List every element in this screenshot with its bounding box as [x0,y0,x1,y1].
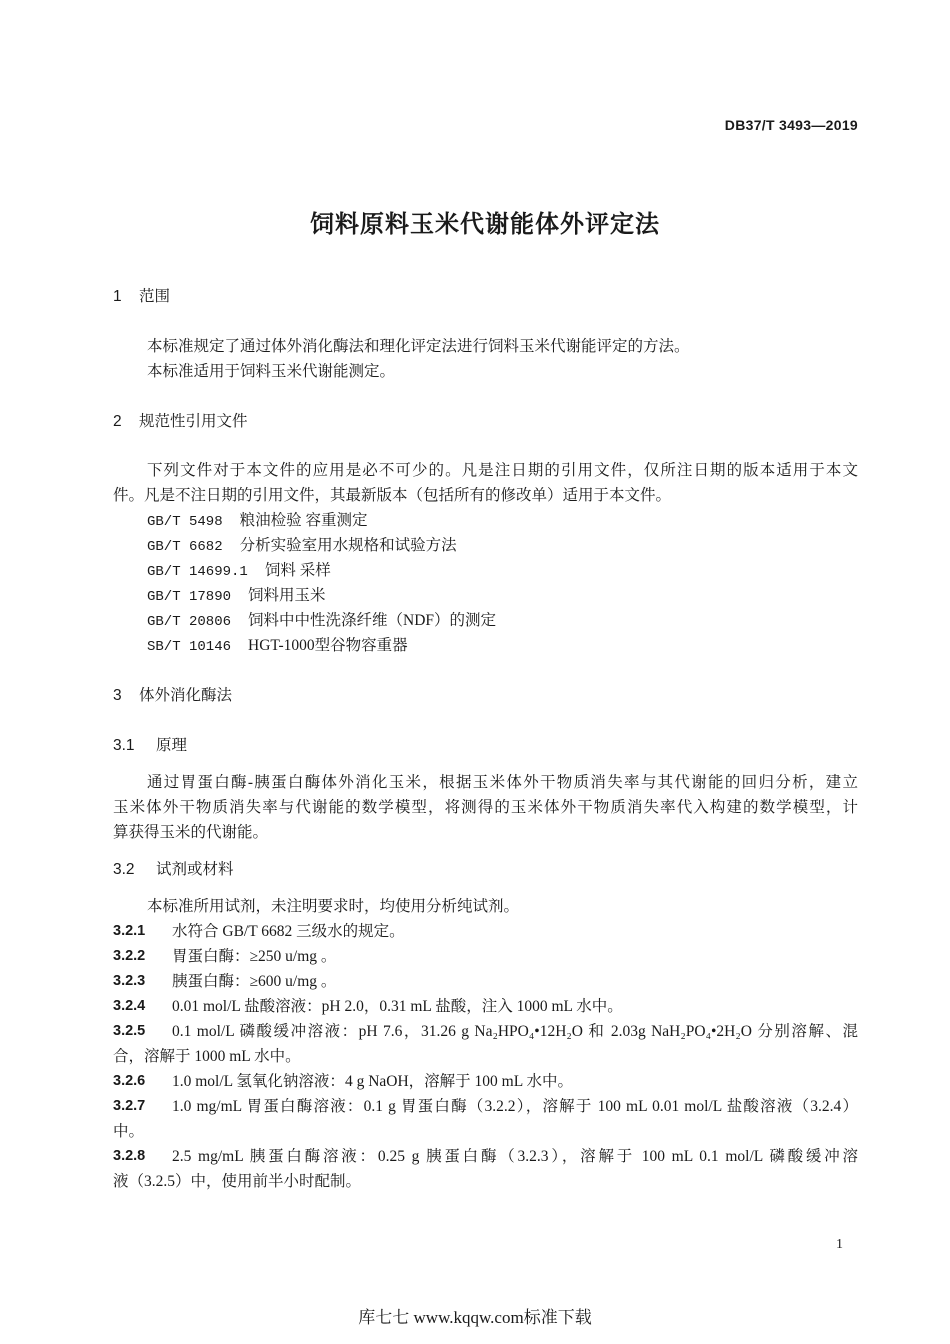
footer-watermark-text: 库七七 www.kqqw.com标准下载 [358,1308,592,1327]
section-1-heading [113,284,170,309]
section-number: 2 [113,413,122,430]
reference-item [147,533,457,558]
section-title: 体外消化酶法 [139,687,233,704]
paragraph-line: 件。凡是不注日期的引用文件，其最新版本（包括所有的修改单）适用于本文件。 [113,487,672,504]
reference-code: GB/T 20806 [147,614,232,630]
subsection-title: 试剂或材料 [156,861,234,878]
item-text-continued: 中。 [113,1123,145,1140]
reference-code: SB/T 10146 [147,639,232,655]
subsection-3-1-heading [113,733,187,758]
reference-code: GB/T 17890 [147,589,232,605]
paragraph-line: 本标准所用试剂，未注明要求时，均使用分析纯试剂。 [147,898,520,915]
page-number: 1 [836,1237,843,1252]
subsection-title: 原理 [156,737,188,754]
reference-title: 饲料 采样 [264,562,331,579]
document-code: DB37/T 3493—2019 [724,117,858,133]
section-3-heading [113,683,232,708]
reference-title: HGT-1000型谷物容重器 [248,637,408,654]
reference-title: 分析实验室用水规格和试验方法 [239,537,457,554]
paragraph-line: 本标准适用于饲料玉米代谢能测定。 [147,363,396,380]
reference-title: 粮油检验 容重测定 [239,512,368,529]
section-title: 范围 [139,288,171,305]
item-number: 3.2.2 [113,948,146,964]
reference-item [147,608,496,633]
item-number: 3.2.7 [113,1098,146,1114]
item-text: 2.5 mg/mL 胰蛋白酶溶液：0.25 g 胰蛋白酶（3.2.3），溶解于 100 mL 0.1 mol/L 磷酸缓冲溶 [172,1148,858,1165]
reference-title: 饲料用玉米 [248,587,326,604]
item-text-continued: 液（3.2.5）中，使用前半小时配制。 [113,1173,362,1190]
item-number: 3.2.3 [113,973,146,989]
item-number: 3.2.4 [113,998,146,1014]
item-text: 0.01 mol/L 盐酸溶液：pH 2.0，0.31 mL 盐酸，注入 1000 mL 水中。 [172,998,623,1015]
reference-item [147,508,368,533]
subsection-number: 3.1 [113,737,135,754]
reference-item [147,583,326,608]
document-title: 饲料原料玉米代谢能体外评定法 [310,211,660,238]
section-number: 1 [113,288,122,305]
reference-code: GB/T 5498 [147,514,223,530]
item-text: 1.0 mol/L 氢氧化钠溶液：4 g NaOH，溶解于 100 mL 水中。 [172,1073,573,1090]
paragraph-line: 本标准规定了通过体外消化酶法和理化评定法进行饲料玉米代谢能评定的方法。 [147,338,690,355]
section-title: 规范性引用文件 [139,413,248,430]
paragraph-line: 通过胃蛋白酶-胰蛋白酶体外消化玉米，根据玉米体外干物质消失率与其代谢能的回归分析，建立 [147,774,858,791]
item-number: 3.2.5 [113,1023,146,1039]
subsection-number: 3.2 [113,861,135,878]
reference-code: GB/T 6682 [147,539,223,555]
paragraph-line: 算获得玉米的代谢能。 [113,824,269,841]
item-number: 3.2.8 [113,1148,146,1164]
section-number: 3 [113,687,122,704]
reference-item [147,633,408,658]
paragraph-line: 下列文件对于本文件的应用是必不可少的。凡是注日期的引用文件，仅所注日期的版本适用于本文 [147,462,858,479]
item-text: 胃蛋白酶：≥250 u/mg 。 [172,948,337,965]
reference-title: 饲料中中性洗涤纤维（NDF）的测定 [248,612,497,629]
item-text-continued: 合，溶解于 1000 mL 水中。 [113,1048,301,1065]
paragraph-line: 玉米体外干物质消失率与代谢能的数学模型，将测得的玉米体外干物质消失率代入构建的数学模型，计 [113,799,858,816]
item-number: 3.2.1 [113,923,146,939]
item-number: 3.2.6 [113,1073,146,1089]
section-2-heading [113,409,248,434]
item-text: 水符合 GB/T 6682 三级水的规定。 [172,923,405,940]
item-text: 胰蛋白酶：≥600 u/mg 。 [172,973,337,990]
item-text: 1.0 mg/mL 胃蛋白酶溶液：0.1 g 胃蛋白酶（3.2.2），溶解于 100 mL 0.01 mol/L 盐酸溶液（3.2.4） [172,1098,858,1115]
item-text: 0.1 mol/L 磷酸缓冲溶液：pH 7.6，31.26 g Na₂HPO₄•12H₂O 和 2.03g NaH₂PO₄•2H₂O 分别溶解、混 [172,1023,858,1040]
reference-item [147,558,331,583]
reference-code: GB/T 14699.1 [147,564,248,580]
subsection-3-2-heading [113,857,234,882]
